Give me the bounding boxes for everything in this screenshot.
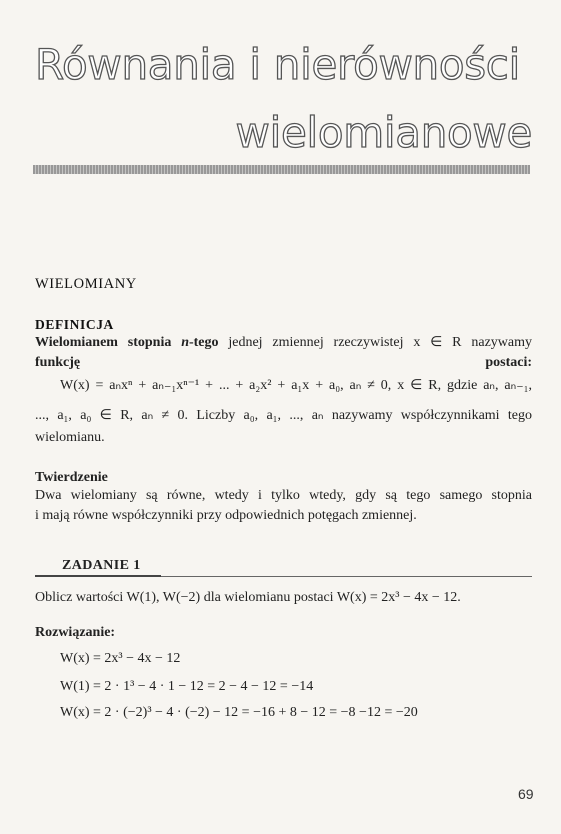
definition-intro-bold-2: funkcję postaci:	[35, 355, 532, 370]
solution-line-3: W(x) = 2 · (−2)³ − 4 · (−2) − 12 = −16 + 8 − 12 = −8 −12 = −20	[60, 705, 418, 720]
theorem-text-line-2: i mają równe współczynniki przy odpowiednich potęgach zmiennej.	[35, 508, 417, 523]
chapter-title-line-2: wielomianowe	[235, 108, 532, 157]
solution-line-2: W(1) = 2 · 1³ − 4 · 1 − 12 = 2 − 4 − 12 = −14	[60, 679, 314, 694]
definition-intro	[35, 333, 532, 373]
title-divider	[33, 165, 530, 174]
definition-heading: DEFINICJA	[35, 317, 114, 332]
task-divider-thin	[161, 576, 532, 577]
page-number: 69	[518, 786, 534, 802]
task-text: Oblicz wartości W(1), W(−2) dla wielomianu postaci W(x) = 2x³ − 4x − 12.	[35, 590, 461, 605]
definition-intro-plain: jednej zmiennej rzeczywistej x ∈ R nazywamy	[218, 335, 532, 350]
definition-intro-bold: Wielomianem stopnia n-tego	[35, 335, 219, 350]
solution-heading: Rozwiązanie:	[35, 625, 116, 640]
polynomial-formula-end: wielomianu.	[35, 430, 105, 445]
task-heading: ZADANIE 1	[62, 558, 141, 573]
theorem-heading: Twierdzenie	[35, 470, 108, 485]
chapter-title-line-1: Równania i nierówności	[35, 40, 520, 89]
polynomial-formula: W(x) = aₙxⁿ + aₙ₋₁xⁿ⁻¹ + ... + a₂x² + a₁x + a₀, aₙ ≠ 0, x ∈ R, gdzie aₙ, aₙ₋₁,	[60, 378, 532, 393]
section-heading: WIELOMIANY	[35, 276, 137, 292]
theorem-text-line-1: Dwa wielomiany są równe, wtedy i tylko wtedy, gdy są tego samego stopnia	[35, 488, 532, 503]
task-divider-thick	[35, 575, 161, 577]
solution-line-1: W(x) = 2x³ − 4x − 12	[60, 651, 181, 666]
polynomial-formula-cont: ..., a₁, a₀ ∈ R, aₙ ≠ 0. Liczby a₀, a₁, ..., aₙ nazywamy współczynnikami tego	[35, 408, 532, 423]
